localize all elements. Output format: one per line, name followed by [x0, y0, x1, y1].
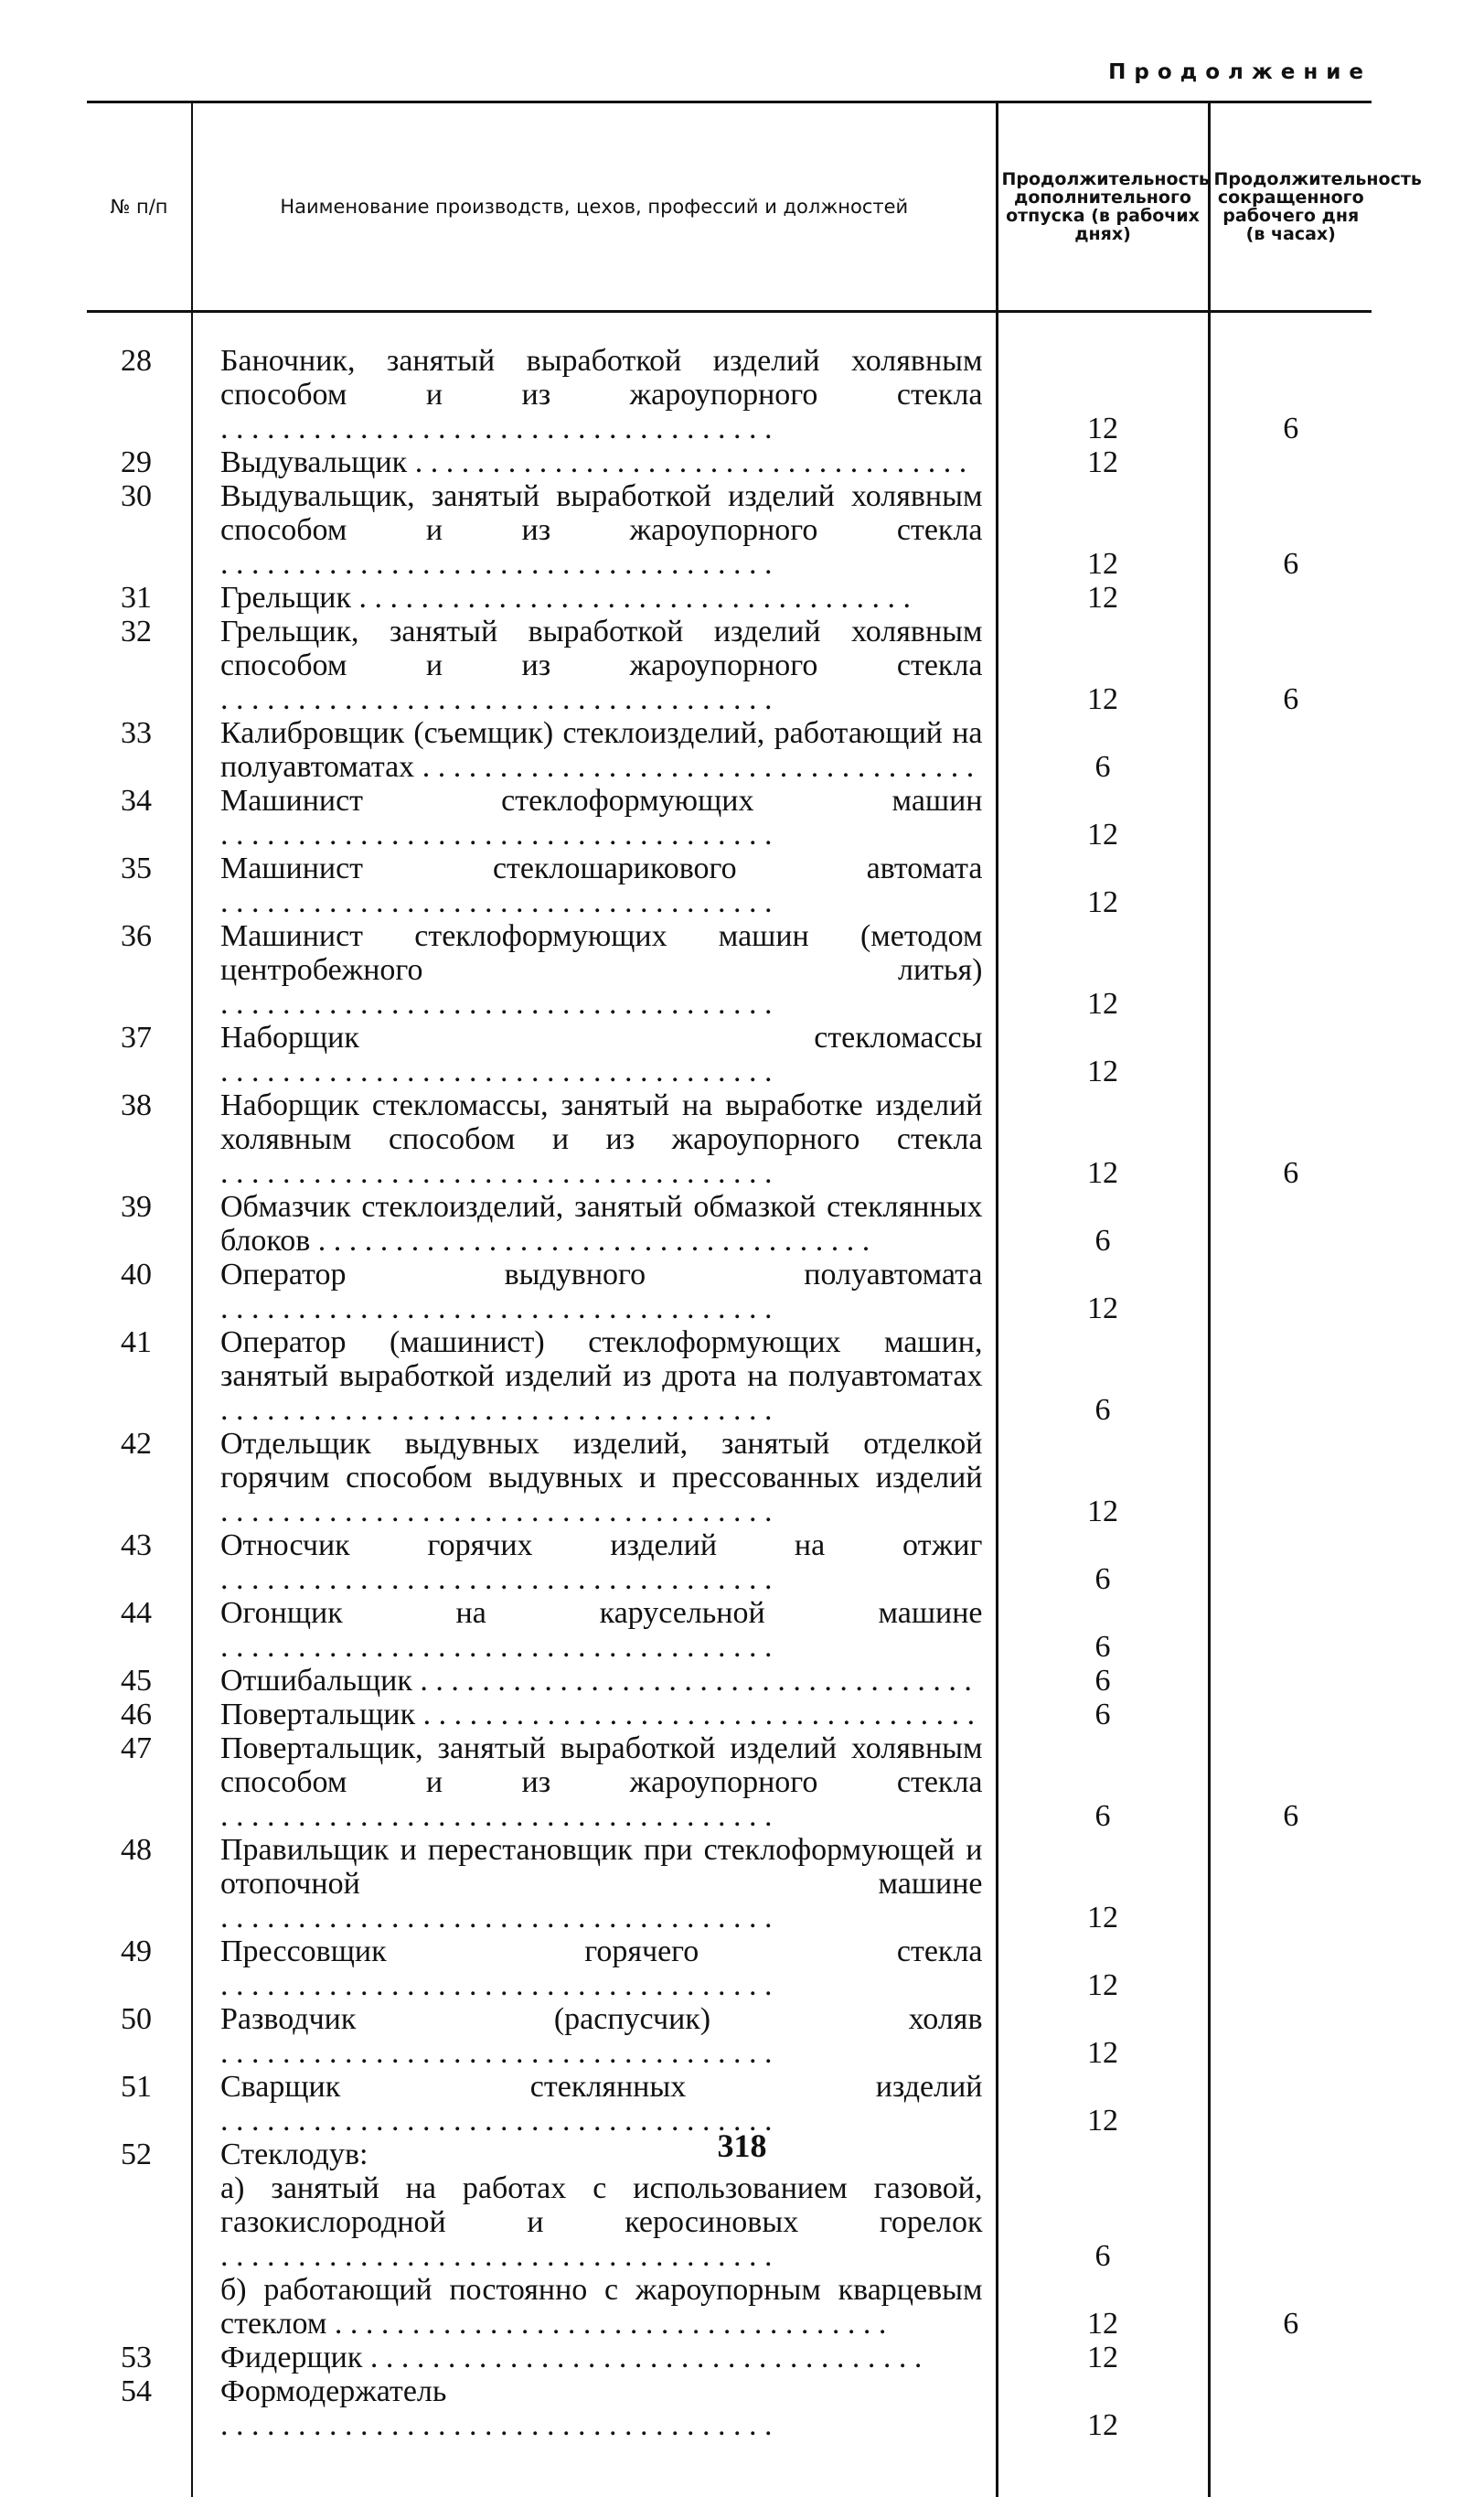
profession-text: а) занятый на работах с использованием газовой, газокислородной и керосиновых горелок	[220, 2171, 983, 2239]
profession-text: Оператор выдувного полуавтомата	[220, 1258, 983, 1291]
row-shortened-day	[1209, 445, 1372, 479]
row-additional-leave: 12	[997, 1427, 1209, 1528]
row-profession-name	[192, 1190, 997, 1258]
profession-text: Разводчик (распусчик) холяв	[220, 2002, 983, 2036]
row-profession-name	[192, 1833, 997, 1934]
profession-text: Машинист стеклошарикового автомата	[220, 852, 983, 885]
profession-text: Сварщик стеклянных изделий	[220, 2070, 983, 2104]
row-number: 31	[87, 581, 192, 615]
row-number: 32	[87, 615, 192, 716]
table-row	[87, 445, 1372, 479]
row-shortened-day	[1209, 1698, 1372, 1731]
tail-row	[87, 2442, 1372, 2497]
leader-dots	[220, 1495, 773, 1528]
row-number: 52	[87, 2138, 192, 2171]
row-profession-name	[192, 344, 997, 445]
row-number: 53	[87, 2341, 192, 2374]
continuation-label: Продолжение	[1108, 60, 1372, 84]
leader-dots	[220, 1799, 773, 1833]
header-shortened-day: Продолжительность сокращенного рабочего дня (в часах)	[1209, 102, 1372, 312]
profession-text: б) работающий постоянно с жароупорным кварцевым стеклом	[220, 2273, 983, 2341]
leader-dots	[412, 1664, 972, 1698]
profession-text: Оператор (машинист) стеклоформующих машин, занятый выработкой изделий из дрота на полуавтоматах	[220, 1325, 983, 1393]
row-additional-leave: 12	[997, 1088, 1209, 1190]
row-additional-leave: 12	[997, 2002, 1209, 2070]
row-profession-name	[192, 445, 997, 479]
profession-text: Формодержатель	[220, 2374, 446, 2408]
row-additional-leave: 6	[997, 1325, 1209, 1427]
leader-dots	[407, 445, 966, 479]
leader-dots	[220, 1630, 773, 1664]
table-row	[87, 2171, 1372, 2273]
leader-dots	[414, 750, 974, 784]
row-profession-name	[192, 1021, 997, 1088]
row-additional-leave: 12	[997, 2374, 1209, 2442]
row-number: 46	[87, 1698, 192, 1731]
header-leave-duration: Продолжительность дополнительного отпуска (в рабочих днях)	[997, 102, 1209, 312]
profession-text: Правильщик и перестановщик при стеклоформующей и отопочной машине	[220, 1833, 983, 1901]
row-additional-leave: 12	[997, 919, 1209, 1021]
table-row	[87, 581, 1372, 615]
table-row	[87, 1528, 1372, 1596]
row-additional-leave: 12	[997, 1934, 1209, 2002]
row-number: 34	[87, 784, 192, 852]
row-profession-name	[192, 1698, 997, 1731]
table-row	[87, 716, 1372, 784]
profession-text: Повертальщик, занятый выработкой изделий холявным способом и из жароупорного стекла	[220, 1731, 983, 1799]
leader-dots	[351, 581, 911, 615]
row-shortened-day: 6	[1209, 2273, 1372, 2341]
row-additional-leave: 12	[997, 479, 1209, 581]
profession-text: Наборщик стекломассы, занятый на выработке изделий холявным способом и из жароупорного стекла	[220, 1088, 983, 1156]
row-shortened-day	[1209, 1833, 1372, 1934]
table-row	[87, 2273, 1372, 2341]
row-additional-leave: 6	[997, 1664, 1209, 1698]
row-shortened-day	[1209, 716, 1372, 784]
table-row	[87, 344, 1372, 445]
table-row	[87, 1596, 1372, 1664]
row-shortened-day	[1209, 1021, 1372, 1088]
row-number: 42	[87, 1427, 192, 1528]
row-shortened-day: 6	[1209, 344, 1372, 445]
row-additional-leave: 12	[997, 1021, 1209, 1088]
profession-text: Грельщик, занятый выработкой изделий холявным способом и из жароупорного стекла	[220, 615, 983, 682]
row-number: 33	[87, 716, 192, 784]
table-row	[87, 479, 1372, 581]
row-additional-leave: 12	[997, 2070, 1209, 2138]
leader-dots	[220, 1156, 773, 1190]
leader-dots	[220, 547, 773, 581]
row-shortened-day: 6	[1209, 1731, 1372, 1833]
row-number	[87, 2273, 192, 2341]
row-profession-name	[192, 2002, 997, 2070]
leader-dots	[220, 682, 773, 716]
table-row	[87, 1833, 1372, 1934]
profession-text: Повертальщик	[220, 1698, 415, 1731]
row-shortened-day	[1209, 581, 1372, 615]
row-shortened-day	[1209, 2171, 1372, 2273]
profession-text: Баночник, занятый выработкой изделий холявным способом и из жароупорного стекла	[220, 344, 983, 412]
row-additional-leave: 6	[997, 1596, 1209, 1664]
table-row	[87, 784, 1372, 852]
row-number: 30	[87, 479, 192, 581]
profession-text: Прессовщик горячего стекла	[220, 1934, 983, 1968]
row-profession-name	[192, 784, 997, 852]
leader-dots	[310, 1224, 870, 1258]
row-shortened-day	[1209, 1596, 1372, 1664]
profession-text: Огонщик на карусельной машине	[220, 1596, 983, 1630]
row-profession-name	[192, 581, 997, 615]
row-number: 54	[87, 2374, 192, 2442]
row-shortened-day	[1209, 784, 1372, 852]
profession-text: Фидерщик	[220, 2341, 362, 2374]
row-profession-name	[192, 919, 997, 1021]
row-number: 50	[87, 2002, 192, 2070]
row-profession-name	[192, 2171, 997, 2273]
leader-dots	[220, 2239, 773, 2273]
row-additional-leave: 12	[997, 1833, 1209, 1934]
row-shortened-day	[1209, 852, 1372, 919]
row-profession-name	[192, 1427, 997, 1528]
profession-text: Относчик горячих изделий на отжиг	[220, 1528, 983, 1562]
profession-text: Калибровщик (съемщик) стеклоизделий, работающий на полуавтоматах	[220, 716, 983, 784]
row-additional-leave: 6	[997, 1190, 1209, 1258]
row-additional-leave: 12	[997, 1258, 1209, 1325]
row-shortened-day: 6	[1209, 1088, 1372, 1190]
leader-dots	[220, 1291, 773, 1325]
table-row	[87, 615, 1372, 716]
row-number: 39	[87, 1190, 192, 1258]
table-row	[87, 1088, 1372, 1190]
staff-benefits-table-sheet	[87, 101, 1372, 2085]
row-number: 47	[87, 1731, 192, 1833]
leader-dots	[362, 2341, 922, 2374]
row-profession-name	[192, 1088, 997, 1190]
table-body	[87, 312, 1372, 2497]
row-profession-name	[192, 1934, 997, 2002]
row-number: 28	[87, 344, 192, 445]
profession-text: Машинист стеклоформующих машин (методом центробежного литья)	[220, 919, 983, 987]
row-profession-name	[192, 2374, 997, 2442]
row-number: 29	[87, 445, 192, 479]
row-number: 35	[87, 852, 192, 919]
row-profession-name	[192, 1258, 997, 1325]
table-header-row	[87, 102, 1372, 312]
row-number: 43	[87, 1528, 192, 1596]
row-shortened-day	[1209, 1528, 1372, 1596]
leader-dots	[220, 1562, 773, 1596]
row-profession-name	[192, 1325, 997, 1427]
row-number: 37	[87, 1021, 192, 1088]
profession-text: Грельщик	[220, 581, 351, 615]
leader-dots	[326, 2307, 886, 2341]
table-row	[87, 1934, 1372, 2002]
row-shortened-day	[1209, 1325, 1372, 1427]
row-profession-name	[192, 1528, 997, 1596]
row-profession-name	[192, 1664, 997, 1698]
row-additional-leave: 12	[997, 784, 1209, 852]
row-number: 40	[87, 1258, 192, 1325]
table-row	[87, 1427, 1372, 1528]
row-shortened-day	[1209, 2374, 1372, 2442]
row-shortened-day	[1209, 2341, 1372, 2374]
row-profession-name	[192, 2341, 997, 2374]
row-additional-leave: 12	[997, 581, 1209, 615]
table-row	[87, 1021, 1372, 1088]
row-additional-leave: 12	[997, 852, 1209, 919]
row-shortened-day	[1209, 919, 1372, 1021]
row-shortened-day	[1209, 2002, 1372, 2070]
profession-text: Стеклодув:	[220, 2138, 368, 2171]
row-number: 48	[87, 1833, 192, 1934]
leader-dots	[220, 2036, 773, 2070]
profession-text: Отдельщик выдувных изделий, занятый отделкой горячим способом выдувных и прессованных изделий	[220, 1427, 983, 1495]
profession-text: Обмазчик стеклоизделий, занятый обмазкой стеклянных блоков	[220, 1190, 983, 1258]
table-row	[87, 1190, 1372, 1258]
table-row	[87, 1698, 1372, 1731]
row-shortened-day	[1209, 1258, 1372, 1325]
row-additional-leave: 12	[997, 445, 1209, 479]
table-row	[87, 1731, 1372, 1833]
row-additional-leave: 6	[997, 1731, 1209, 1833]
row-shortened-day	[1209, 1190, 1372, 1258]
row-additional-leave: 6	[997, 1528, 1209, 1596]
profession-text: Выдувальщик	[220, 445, 407, 479]
profession-text: Наборщик стекломассы	[220, 1021, 983, 1055]
row-profession-name	[192, 716, 997, 784]
row-additional-leave: 12	[997, 344, 1209, 445]
row-additional-leave: 12	[997, 615, 1209, 716]
leader-dots	[220, 1055, 773, 1088]
row-additional-leave: 12	[997, 2273, 1209, 2341]
row-shortened-day	[1209, 1664, 1372, 1698]
row-profession-name	[192, 2273, 997, 2341]
row-profession-name	[192, 479, 997, 581]
row-additional-leave: 6	[997, 2171, 1209, 2273]
row-number: 41	[87, 1325, 192, 1427]
table-row	[87, 1325, 1372, 1427]
table-row	[87, 2002, 1372, 2070]
row-number: 36	[87, 919, 192, 1021]
row-number: 44	[87, 1596, 192, 1664]
row-profession-name	[192, 1596, 997, 1664]
table-row	[87, 2341, 1372, 2374]
page-number: 318	[0, 2127, 1484, 2165]
row-shortened-day	[1209, 1427, 1372, 1528]
table-row	[87, 852, 1372, 919]
row-profession-name	[192, 1731, 997, 1833]
leader-dots	[220, 885, 773, 919]
leader-dots	[220, 2408, 773, 2442]
table-row	[87, 1258, 1372, 1325]
row-shortened-day	[1209, 1934, 1372, 2002]
leader-dots	[220, 1968, 773, 2002]
table-row	[87, 1664, 1372, 1698]
leader-dots	[415, 1698, 975, 1731]
spacer-row	[87, 312, 1372, 345]
row-shortened-day: 6	[1209, 479, 1372, 581]
profession-text: Машинист стеклоформующих машин	[220, 784, 983, 818]
leader-dots	[220, 1393, 773, 1427]
row-profession-name	[192, 615, 997, 716]
row-additional-leave: 12	[997, 2341, 1209, 2374]
row-additional-leave: 6	[997, 716, 1209, 784]
header-number: № п/п	[87, 102, 192, 312]
row-shortened-day: 6	[1209, 615, 1372, 716]
row-number: 38	[87, 1088, 192, 1190]
row-number: 51	[87, 2070, 192, 2138]
table-row	[87, 2374, 1372, 2442]
row-number	[87, 2171, 192, 2273]
leader-dots	[220, 412, 773, 445]
leader-dots	[220, 818, 773, 852]
profession-text: Отшибальщик	[220, 1664, 412, 1698]
leader-dots	[220, 1901, 773, 1934]
profession-text: Выдувальщик, занятый выработкой изделий холявным способом и из жароупорного стекла	[220, 479, 983, 547]
row-number: 49	[87, 1934, 192, 2002]
row-number: 45	[87, 1664, 192, 1698]
row-profession-name	[192, 852, 997, 919]
leader-dots	[220, 987, 773, 1021]
header-name: Наименование производств, цехов, профессий и должностей	[192, 102, 997, 312]
table-row	[87, 919, 1372, 1021]
row-additional-leave: 6	[997, 1698, 1209, 1731]
